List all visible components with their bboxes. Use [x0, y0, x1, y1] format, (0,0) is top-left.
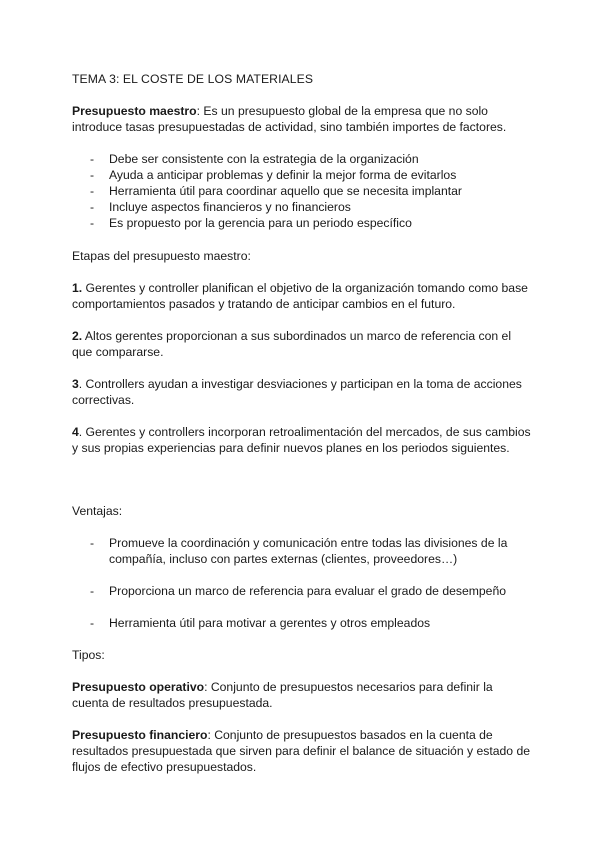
list-item: - Es propuesto por la gerencia para un periodo específico	[90, 216, 412, 230]
master-budget-term: Presupuesto maestro	[72, 104, 197, 118]
type-term: Presupuesto operativo	[72, 680, 205, 694]
stage-item	[72, 328, 532, 360]
type-item	[72, 727, 532, 775]
stage-item	[72, 376, 532, 408]
stage-text: . Controllers ayudan a investigar desviaciones y participan en la toma de acciones correctivas.	[72, 377, 522, 407]
list-item: - Proporciona un marco de referencia para evaluar el grado de desempeño	[90, 584, 507, 598]
stage-number: 1.	[72, 281, 83, 295]
bullet-dash: -	[90, 168, 95, 182]
bullet-dash: -	[90, 184, 95, 198]
stage-item	[72, 280, 532, 312]
bullet-dash: -	[90, 200, 95, 214]
stage-number: 3	[72, 377, 79, 391]
bullet-dash: -	[90, 216, 95, 230]
master-budget-text: : Es un presupuesto global de la empresa que no solo introduce tasas presupuestadas de actividad, sino también importes de factores.	[72, 104, 507, 134]
list-item: - Debe ser consistente con la estrategia de la organización	[90, 152, 419, 166]
stage-item	[72, 424, 532, 456]
advantages-heading: Ventajas:	[72, 504, 123, 518]
list-item: - Ayuda a anticipar problemas y definir la mejor forma de evitarlos	[90, 168, 457, 182]
type-term: Presupuesto financiero	[72, 728, 208, 742]
type-item	[72, 679, 532, 711]
list-item: - Promueve la coordinación y comunicación entre todas las divisiones de la compañía, incluso con partes externas (clientes, proveedores…)	[90, 536, 508, 566]
bullet-dash: -	[90, 616, 95, 630]
stage-text: . Gerentes y controllers incorporan retroalimentación del mercados, de sus cambios y sus propias experiencias para definir nuevos planes en los periodos siguientes.	[72, 425, 531, 455]
type-text: : Conjunto de presupuestos necesarios para definir la cuenta de resultados presupuestada.	[72, 680, 493, 710]
types-heading: Tipos:	[72, 648, 105, 662]
type-text: : Conjunto de presupuestos basados en la cuenta de resultados presupuestada que sirven para definir el balance de situación y estado de flujos de efectivo presupuestados.	[72, 728, 531, 774]
document-title: TEMA 3: EL COSTE DE LOS MATERIALES	[72, 72, 314, 86]
stage-text: Altos gerentes proporcionan a sus subordinados un marco de referencia con el que compararse.	[72, 329, 512, 359]
bullet-dash: -	[90, 584, 95, 598]
list-item: - Herramienta útil para motivar a gerentes y otros empleados	[90, 616, 431, 630]
stage-text: Gerentes y controller planifican el objetivo de la organización tomando como base comportamientos pasados y tratando de anticipar cambios en el futuro.	[72, 281, 528, 311]
master-budget-bullets	[72, 151, 532, 231]
list-item: - Herramienta útil para coordinar aquello que se necesita implantar	[90, 184, 462, 198]
stages-heading: Etapas del presupuesto maestro:	[72, 249, 251, 263]
advantages-list	[72, 535, 532, 647]
list-item: - Incluye aspectos financieros y no financieros	[90, 200, 351, 214]
stage-number: 2.	[72, 329, 83, 343]
stage-number: 4	[72, 425, 79, 439]
bullet-dash: -	[90, 536, 95, 550]
master-budget-definition	[72, 103, 532, 135]
bullet-dash: -	[90, 152, 95, 166]
